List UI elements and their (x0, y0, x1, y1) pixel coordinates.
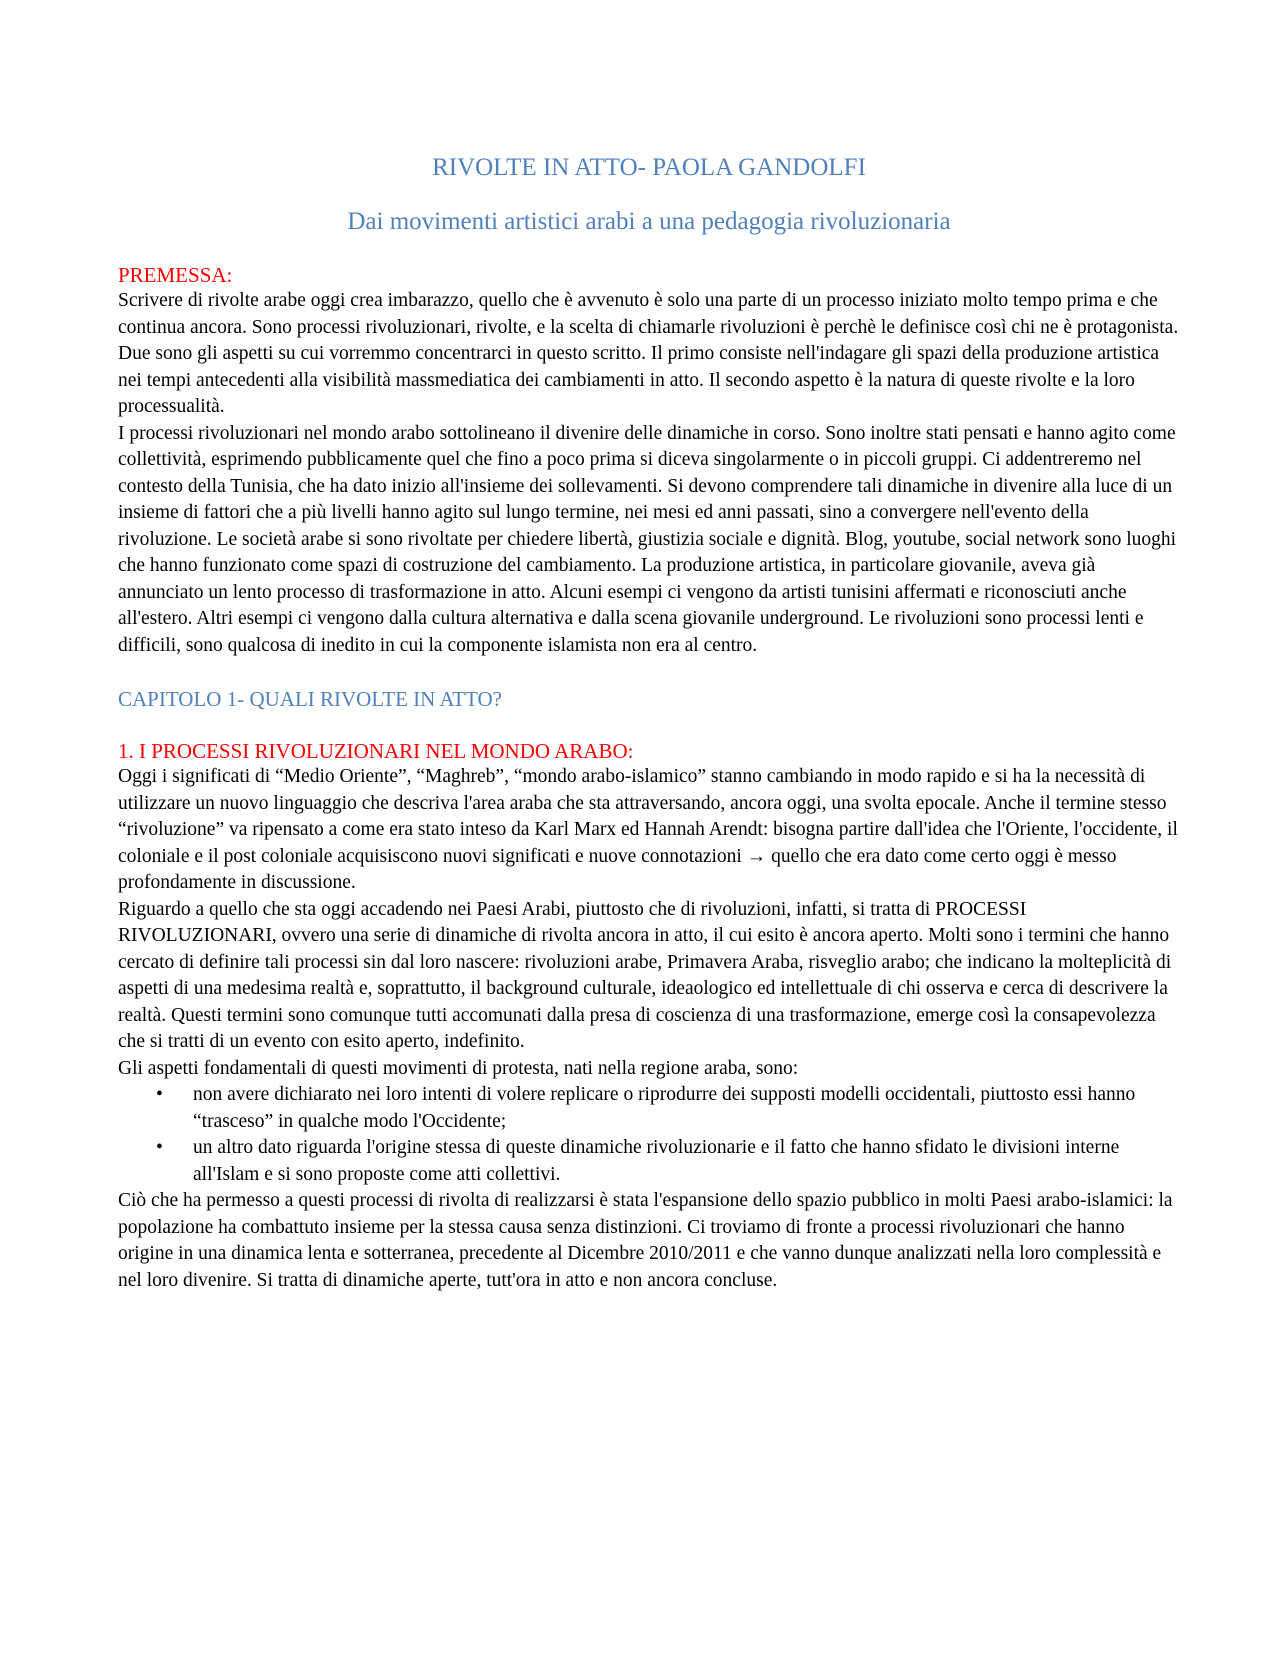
document-title: RIVOLTE IN ATTO- PAOLA GANDOLFI (432, 154, 866, 181)
section-paragraph-3: Gli aspetti fondamentali di questi movimenti di protesta, nati nella regione araba, sono: (118, 1057, 799, 1079)
section-processi-rivoluzionari (118, 738, 1180, 1294)
premessa-paragraph-1: Scrivere di rivolte arabe oggi crea imbarazzo, quello che è avvenuto è solo una parte di un processo iniziato molto tempo prima e che continua ancora. Sono processi rivoluzionari, rivolte, e la scelta di chiamarle rivoluzioni è perchè le definisce così chi ne è protagonista. (118, 290, 1179, 338)
list-item (118, 1082, 1180, 1135)
document-page (118, 140, 1180, 1294)
bullet-icon: • (156, 1084, 163, 1105)
list-item-text: un altro dato riguarda l'origine stessa di queste dinamiche rivoluzionarie e il fatto che hanno sfidato le divisioni interne all'Islam e si sono proposte come atti collettivi. (193, 1137, 1120, 1185)
section-heading: 1. I PROCESSI RIVOLUZIONARI NEL MONDO ARABO: (118, 739, 634, 763)
chapter-heading: CAPITOLO 1- QUALI RIVOLTE IN ATTO? (118, 687, 502, 711)
premessa-heading: PREMESSA: (118, 263, 233, 287)
section-paragraph-2: Riguardo a quello che sta oggi accadendo nei Paesi Arabi, piuttosto che di rivoluzioni, infatti, si tratta di PROCESSI RIVOLUZIONARI, ovvero una serie di dinamiche di rivolta ancora in atto, il cui esito è ancora aperto. Molti sono i termini che hanno cercato di definire tali processi sin dal loro nascere: rivoluzioni arabe, Primavera Araba, risveglio arabo; che indicano la molteplicità di aspetti di una medesima realtà e, soprattutto, il background culturale, ideaologico ed intellettuale di chi osserva e cerca di descrivere la realtà. Questi termini sono comunque tutti accomunati dalla presa di coscienza di una trasformazione, emerge così la consapevolezza che si tratti di un evento con esito aperto, indefinito. (118, 898, 1172, 1052)
list-item (118, 1135, 1180, 1188)
bullet-icon: • (156, 1137, 163, 1158)
premessa-paragraph-2: Due sono gli aspetti su cui vorremmo concentrarci in questo scritto. Il primo consiste nell'indagare gli spazi della produzione artistica nei tempi antecedenti alla visibilità massmediatica dei cambiamenti in atto. Il secondo aspetto è la natura di queste rivolte e la loro processualità. (118, 343, 1160, 417)
premessa-paragraph-3: I processi rivoluzionari nel mondo arabo sottolineano il divenire delle dinamiche in corso. Sono inoltre stati pensati e hanno agito come collettività, esprimendo pubblicamente quel che fino a poco prima si diceva singolarmente o in piccoli gruppi. Ci addentreremo nel contesto della Tunisia, che ha dato inizio all'insieme dei sollevamenti. Si devono comprendere tali dinamiche in divenire alla luce di un insieme di fattori che a più livelli hanno agito sul lungo termine, nei mesi ed anni passati, sino a convergere nell'evento della rivoluzione. Le società arabe si sono rivoltate per chiedere libertà, giustizia sociale e dignità. Blog, youtube, social network sono luoghi che hanno funzionato come spazi di costruzione del cambiamento. La produzione artistica, in particolare giovanile, aveva già annunciato un lento processo di trasformazione in atto. Alcuni esempi ci vengono da artisti tunisini affermati e riconosciuti anche all'estero. Altri esempi ci vengono dalla cultura alternativa e dalla scena giovanile underground. Le rivoluzioni sono processi lenti e difficili, sono qualcosa di inedito in cui la componente islamista non era al centro. (118, 422, 1177, 656)
list-item-text: non avere dichiarato nei loro intenti di volere replicare o riprodurre dei supposti modelli occidentali, piuttosto essi hanno “trasceso” in qualche modo l'Occidente; (193, 1084, 1136, 1132)
bullet-list (118, 1082, 1180, 1188)
section-closing-paragraph: Ciò che ha permesso a questi processi di rivolta di realizzarsi è stata l'espansione dello spazio pubblico in molti Paesi arabo-islamici: la popolazione ha combattuto insieme per la stessa causa senza distinzioni. Ci troviamo di fronte a processi rivoluzionari che hanno origine in una dinamica lenta e sotterranea, precedente al Dicembre 2010/2011 e che vanno dunque analizzati nella loro complessità e nel loro divenire. Si tratta di dinamiche aperte, tutt'ora in atto e non ancora concluse. (118, 1190, 1173, 1291)
premessa-section (118, 262, 1180, 659)
section-paragraph-1: Oggi i significati di “Medio Oriente”, “Maghreb”, “mondo arabo-islamico” stanno cambiando in modo rapido e si ha la necessità di utilizzare un nuovo linguaggio che descriva l'area araba che sta attraversando, ancora oggi, una svolta epocale. Anche il termine stesso “rivoluzione” va ripensato a come era stato inteso da Karl Marx ed Hannah Arendt: bisogna partire dall'idea che l'Oriente, l'occidente, il coloniale e il post coloniale acquisiscono nuovi significati e nuove connotazioni → quello che era dato come certo oggi è messo profondamente in discussione. (118, 766, 1178, 893)
document-subtitle: Dai movimenti artistici arabi a una pedagogia rivoluzionaria (347, 208, 951, 235)
